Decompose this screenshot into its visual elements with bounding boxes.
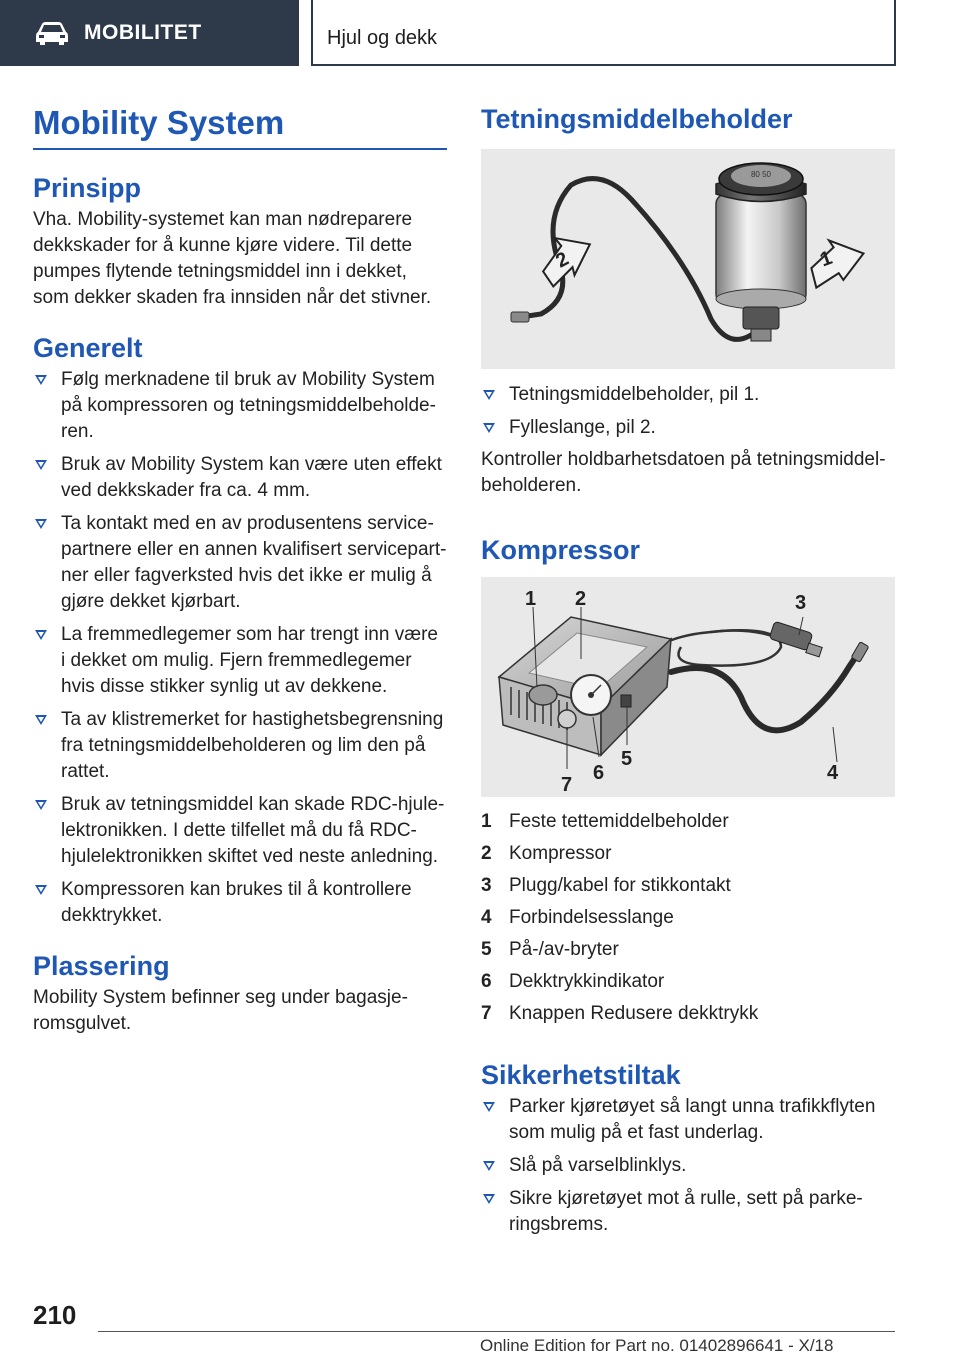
legend-item: 4 Forbindelsesslange (481, 907, 674, 928)
legend-item: 1 Feste tettemiddelbeholder (481, 811, 729, 832)
fig-label-7: 7 (561, 774, 573, 796)
list-item: Bruk av Mobility System kan være uten effekt ved dekkskader fra ca. 4 mm. (33, 452, 447, 504)
fig-label-2: 2 (575, 588, 587, 610)
fig-label-1: 1 (525, 588, 537, 610)
triangle-bullet-icon (35, 885, 47, 895)
page-number: 210 (33, 1300, 77, 1330)
right-column-tetning-text (481, 382, 895, 567)
fig-label-4: 4 (827, 762, 839, 784)
container-lid-label: 80 50 (750, 170, 772, 179)
triangle-bullet-icon (483, 1102, 495, 1112)
compressor-legend (481, 806, 895, 1030)
list-item: Ta av klistremerket for hastighetsbegrensning fra tetningsmiddelbeholderen og lim den på rattet. (33, 707, 447, 785)
legend-item: 7 Knappen Redusere dekktrykk (481, 1003, 759, 1024)
triangle-bullet-icon (483, 423, 495, 433)
tetning-text: Kontroller holdbarhetsdatoen på tetningsmiddelbeholderen. (481, 449, 886, 496)
arrow-label-1: 1 (817, 246, 836, 272)
legend-item: 3 Plugg/kabel for stikkontakt (481, 875, 731, 896)
list-item: Parker kjøretøyet så langt unna trafikkflyten som mulig på et fast underlag. (481, 1094, 895, 1146)
triangle-bullet-icon (35, 800, 47, 810)
plassering-text: Mobility System befinner seg under bagasjeromsgulvet. (33, 987, 408, 1034)
list-item: La fremmedlegemer som har trengt inn være i dekket om mulig. Fjern fremmedlegemer hvis disse stikker synlig ut av dekkene. (33, 622, 447, 700)
footer-rule (98, 1331, 895, 1332)
compressor-illustration (481, 577, 895, 797)
fig-label-3: 3 (795, 592, 807, 614)
right-column-top (481, 102, 895, 136)
arrow-label-2: 2 (552, 247, 573, 273)
triangle-bullet-icon (35, 519, 47, 529)
heading-kompressor: Kompressor (481, 535, 641, 565)
list-item: Bruk av tetningsmiddel kan skade RDC-hjulelektronikken. I dette tilfellet må du få RDC-hjulelektronikken skiftet ved neste anledning. (33, 792, 447, 870)
triangle-bullet-icon (35, 715, 47, 725)
list-item: Ta kontakt med en av produsentens servicepartnere eller en annen kvalifisert servicepartner eller fagverksted hvis det ikke er mulig å gjøre dekket kjørbart. (33, 511, 447, 615)
list-item: Fylleslange, pil 2. (481, 415, 895, 441)
generelt-list (33, 367, 447, 929)
sealant-illustration (481, 149, 895, 369)
legend-item: 6 Dekktrykkindikator (481, 971, 665, 992)
heading-plassering: Plassering (33, 951, 170, 981)
car-icon (34, 20, 70, 46)
sealant-container-figure (481, 149, 895, 369)
tetning-list (481, 382, 895, 441)
title-rule (33, 148, 447, 150)
edition-text: Online Edition for Part no. 01402896641 - X/18 (480, 1336, 834, 1355)
list-item: Slå på varselblinklys. (481, 1153, 895, 1179)
fig-label-6: 6 (593, 762, 605, 784)
triangle-bullet-icon (483, 390, 495, 400)
sikkerhet-list (481, 1094, 895, 1238)
list-item: Kompressoren kan brukes til å kontrollere dekktrykket. (33, 877, 447, 929)
compressor-figure (481, 577, 895, 797)
heading-prinsipp: Prinsipp (33, 173, 142, 203)
right-column-bottom (481, 806, 895, 1245)
page-title: Mobility System (33, 104, 285, 141)
heading-generelt: Generelt (33, 333, 143, 363)
heading-sikkerhetstiltak: Sikkerhetstiltak (481, 1060, 681, 1090)
section-tab (0, 0, 299, 66)
chapter-header (311, 0, 896, 66)
list-item: Tetningsmiddelbeholder, pil 1. (481, 382, 895, 408)
chapter-title: Hjul og dekk (327, 27, 438, 49)
triangle-bullet-icon (35, 460, 47, 470)
triangle-bullet-icon (35, 630, 47, 640)
legend-item: 5 På-/av-bryter (481, 939, 619, 960)
list-item: Sikre kjøretøyet mot å rulle, sett på parkeringsbrems. (481, 1186, 895, 1238)
triangle-bullet-icon (483, 1194, 495, 1204)
heading-tetningsmiddelbeholder: Tetningsmiddelbeholder (481, 104, 793, 134)
fig-label-5: 5 (621, 748, 633, 770)
legend-item: 2 Kompressor (481, 843, 612, 864)
list-item: Følg merknadene til bruk av Mobility System på kompressoren og tetningsmiddelbeholderen. (33, 367, 447, 445)
left-column (33, 103, 447, 1037)
triangle-bullet-icon (483, 1161, 495, 1171)
triangle-bullet-icon (35, 375, 47, 385)
section-label: MOBILITET (84, 21, 202, 44)
prinsipp-text: Vha. Mobility-systemet kan man nødreparere dekkskader for å kunne kjøre videre. Til dette pumpes flytende tetningsmiddel inn i dekket, som dekker skaden fra innsiden når det stivner. (33, 209, 432, 308)
